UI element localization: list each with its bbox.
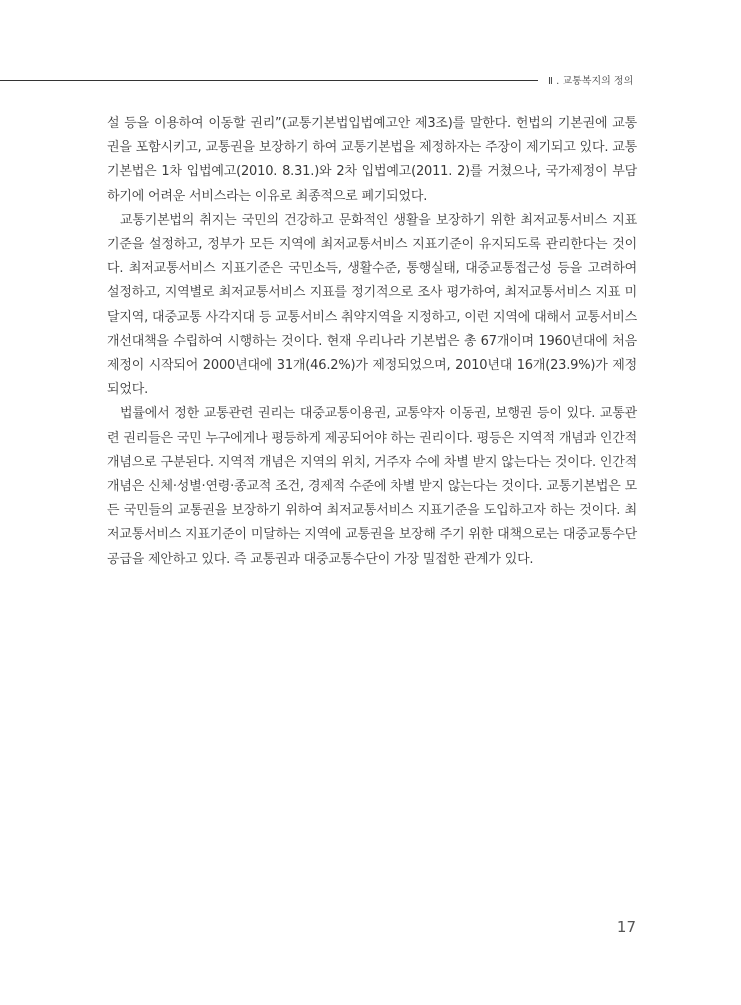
running-header: Ⅱ . 교통복지의 정의 [548,76,634,87]
paragraph: 법률에서 정한 교통관련 권리는 대중교통이용권, 교통약자 이동권, 보행권 등이 있다. 교통관련 권리들은 국민 누구에게나 평등하게 제공되어야 하는 권리이다. 평등은 지역적 개념과 인간적 개념으로 구분된다. 지역적 개념은 지역의 위치, 거주자 수에 차별 받지 않는다는 것이다. 인간적 개념은 신체·성별·연령·종교적 조건, 경제적 수준에 차별 받지 않는다는 것이다. 교통기본법은 모든 국민들의 교통권을 보장하기 위하여 최저교통서비스 지표기준을 도입하고자 하는 것이다. 최저교통서비스 지표기준이 미달하는 지역에 교통권을 보장해 주기 위한 대책으로는 대중교통수단 공급을 제안하고 있다. 즉 교통권과 대중교통수단이 가장 밀접한 관계가 있다. [107,406,637,567]
header-rule [0,80,538,81]
paragraph: 설 등을 이용하여 이동할 권리”(교통기본법입법예고안 제3조)를 말한다. 헌법의 기본권에 교통권을 포함시키고, 교통권을 보장하기 하여 교통기본법을 제정하자는 주장이 제기되고 있다. 교통기본법은 1차 입법예고(2010. 8.31.)와 2차 입법예고(2011. 2)를 거쳤으나, 국가제정이 부담하기에 어려운 서비스라는 이유로 최종적으로 폐기되었다. [107,116,637,204]
paragraph: 교통기본법의 취지는 국민의 건강하고 문화적인 생활을 보장하기 위한 최저교통서비스 지표기준을 설정하고, 정부가 모든 지역에 최저교통서비스 지표기준이 유지되도록 관리한다는 것이다. 최저교통서비스 지표기준은 국민소득, 생활수준, 통행실태, 대중교통접근성 등을 고려하여 설정하고, 지역별로 최저교통서비스 지표를 정기적으로 조사 평가하여, 최저교통서비스 지표 미달지역, 대중교통 사각지대 등 교통서비스 취약지역을 지정하고, 이런 지역에 대해서 교통서비스 개선대책을 수립하여 시행하는 것이다. 현재 우리나라 기본법은 총 67개이며 1960년대에 처음 제정이 시작되어 2000년대에 31개(46.2%)가 제정되었으며, 2010년대 16개(23.9%)가 제정되었다. [107,212,637,398]
page-number: 17 [616,918,636,936]
body-text [107,112,637,572]
